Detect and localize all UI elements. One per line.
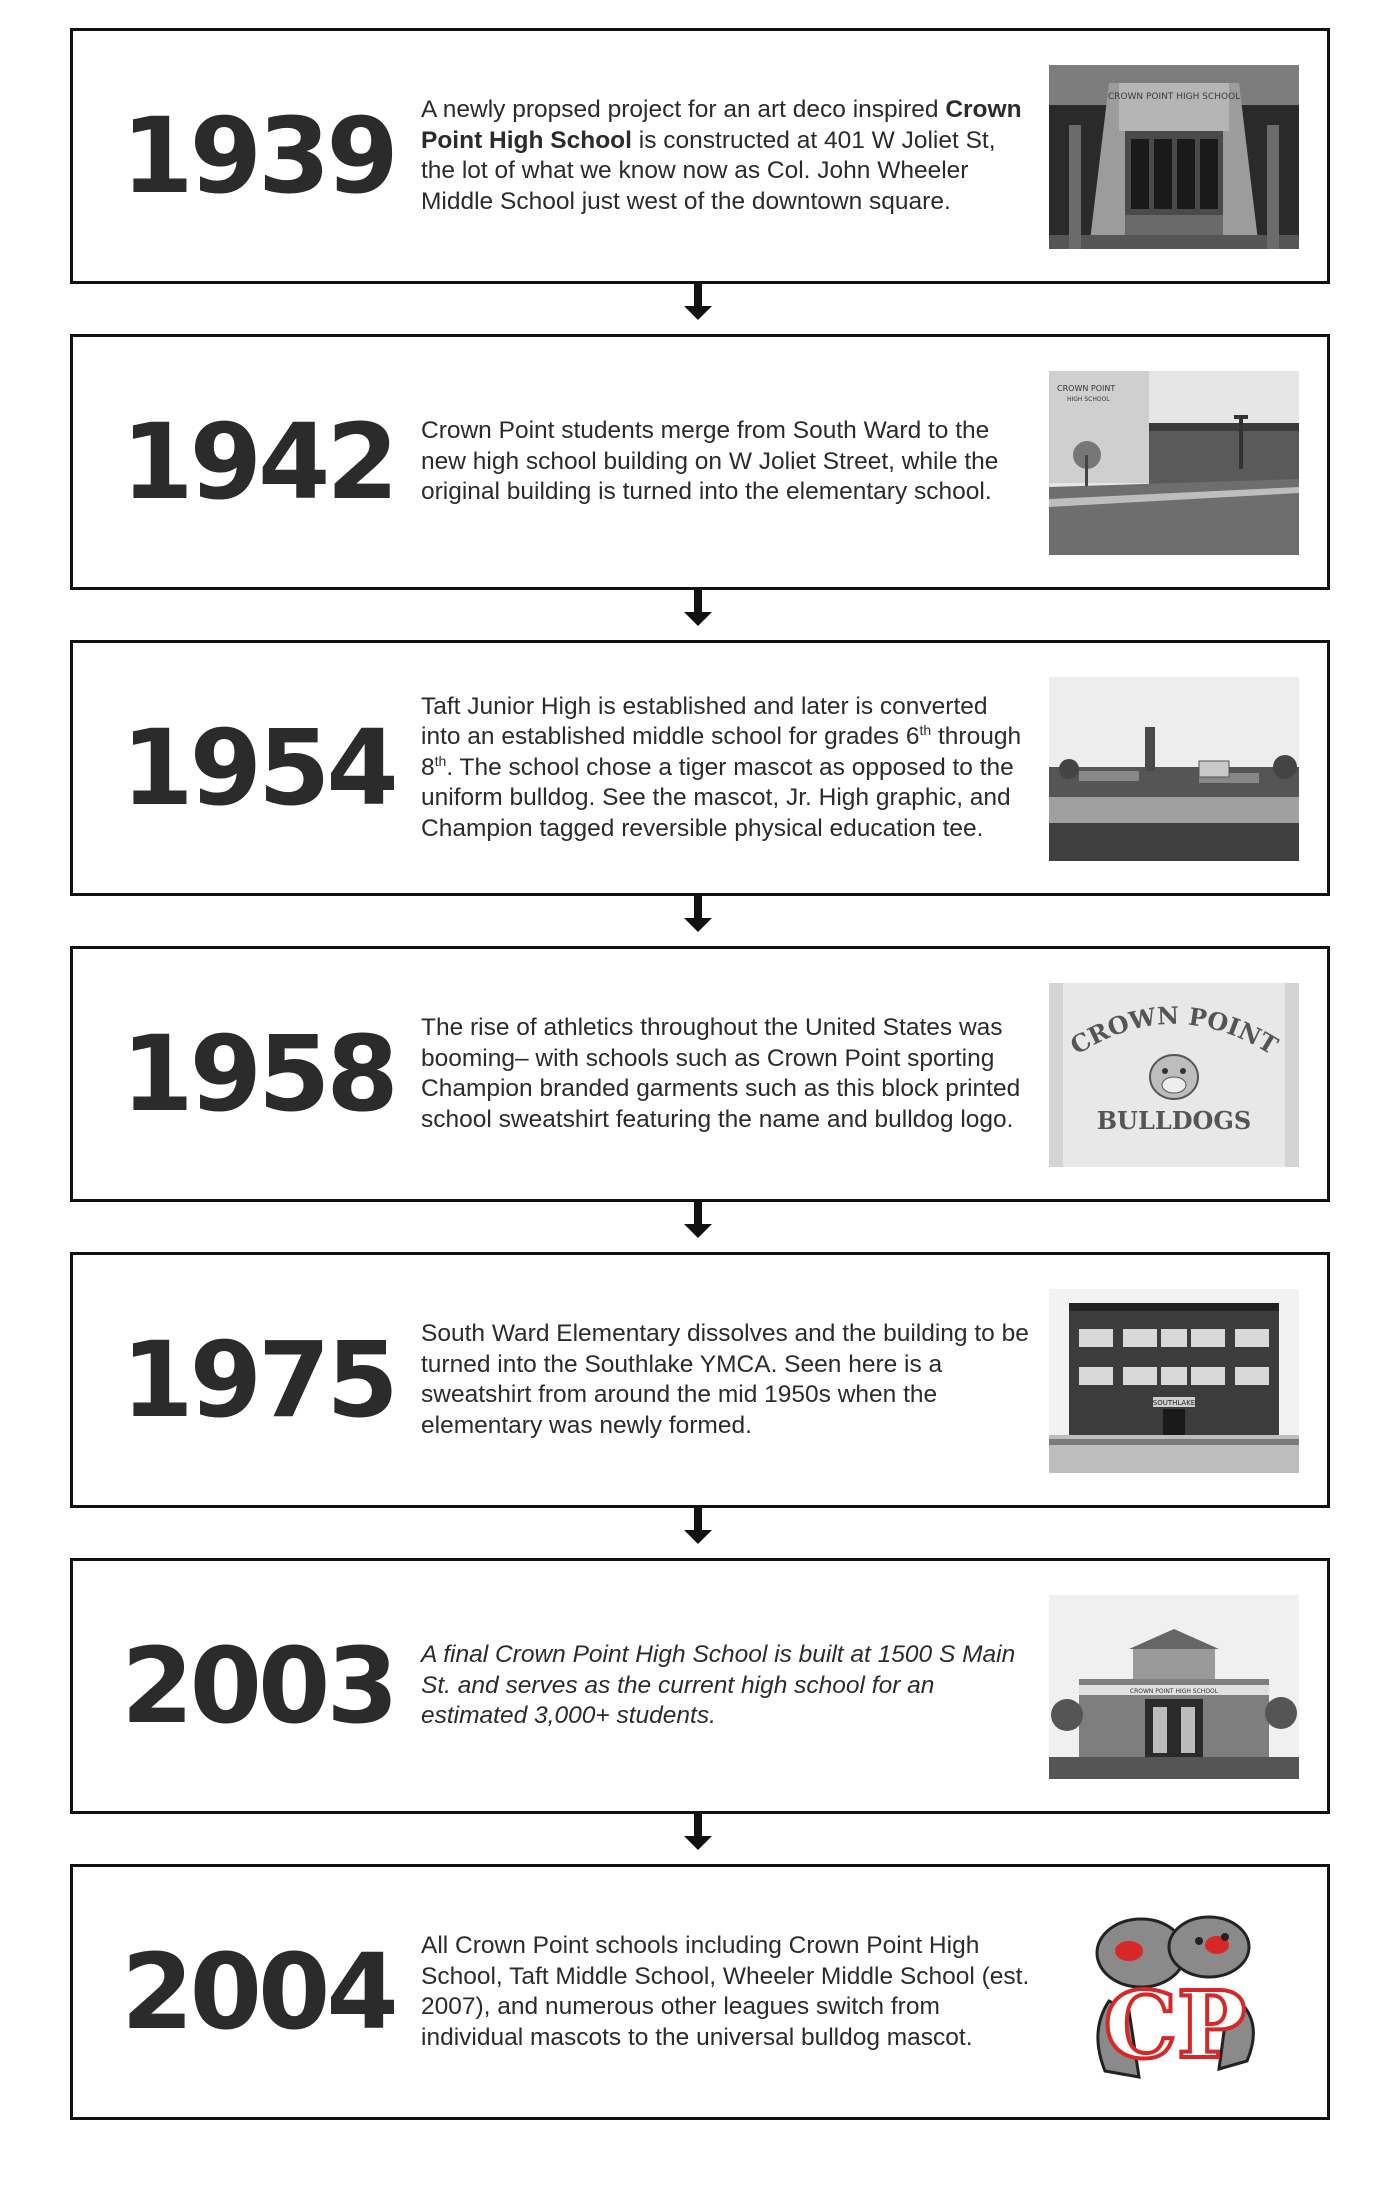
arrow-down-connector <box>70 284 1330 334</box>
description-bold-text: Crown Point High School <box>421 96 1022 154</box>
timeline-entry-1939 <box>70 28 1330 284</box>
entry-description <box>421 1255 1031 1505</box>
arrow-down-connector <box>70 1814 1330 1864</box>
year-label: 1939 <box>121 95 395 217</box>
arrow-down-connector <box>70 590 1330 640</box>
description-text: Taft Junior High is established and later is converted into an established middle school for grades 6 <box>421 692 988 751</box>
description-text: All Crown Point schools including Crown Point High School, Taft Middle School, Wheeler Middle School (est. 2007), and numerous other leagues switch from individual mascots to the universal bulldog mascot. <box>421 1932 1030 2051</box>
year-label: 1942 <box>121 401 395 523</box>
photo-inscription: SOUTHLAKE <box>1152 1399 1196 1407</box>
photo-inscription: CROWN POINT <box>1057 384 1116 393</box>
description-text: is constructed at 401 W Joliet St, the lot of what we know now as Col. John Wheeler Middle School just west of the downtown square. <box>421 126 996 215</box>
timeline-entry-1954 <box>70 640 1330 896</box>
superscript: th <box>434 752 447 769</box>
sweatshirt-arc-text: CROWN POINT <box>1065 1000 1283 1061</box>
bulldog-sweatshirt-photo <box>1049 983 1299 1167</box>
photo-inscription: CROWN POINT HIGH SCHOOL <box>1129 1688 1219 1695</box>
brick-schoolhouse-photo <box>1049 1289 1299 1473</box>
photo-inscription: CROWN POINT HIGH SCHOOL <box>1107 92 1241 102</box>
description-text: The rise of athletics throughout the United States was booming– with schools such as Crown Point sporting Champion branded garments such as this block printed school sweatshirt featuring the name and bulldog logo. <box>421 1014 1021 1133</box>
modern-school-building-photo <box>1049 371 1299 555</box>
description-text: . The school chose a tiger mascot as opposed to the uniform bulldog. See the mascot, Jr. High graphic, and Champion tagged reversible physical education tee. <box>421 753 1014 842</box>
year-label: 1958 <box>121 1013 395 1135</box>
year-label: 1975 <box>121 1319 395 1441</box>
arrow-down-connector <box>70 896 1330 946</box>
entry-description <box>421 1867 1031 2117</box>
sweatshirt-text: BULLDOGS <box>1096 1106 1252 1135</box>
mascot-logo-letters: CP <box>1103 1971 1247 2079</box>
year-label: 1954 <box>121 707 395 829</box>
year-label: 2003 <box>121 1625 395 1747</box>
timeline <box>70 28 1330 2120</box>
year-label: 2004 <box>121 1931 395 2053</box>
description-text: South Ward Elementary dissolves and the building to be turned into the Southlake YMCA. Seen here is a sweatshirt from around the mid 1950s when the elementary was newly formed. <box>421 1320 1029 1439</box>
arrow-down-connector <box>70 1508 1330 1558</box>
entry-description <box>421 31 1031 281</box>
description-text: A newly propsed project for an art deco inspired <box>421 96 946 123</box>
svg-text:HIGH SCHOOL: HIGH SCHOOL <box>1067 396 1110 403</box>
bulldog-cp-mascot-logo <box>1049 1901 1299 2085</box>
entry-description <box>421 643 1031 893</box>
entry-description <box>421 337 1031 587</box>
description-text: through 8 <box>421 723 1022 781</box>
description-text: Crown Point students merge from South Ward to the new high school building on W Joliet Street, while the original building is turned into the elementary school. <box>421 417 999 506</box>
timeline-entry-1942 <box>70 334 1330 590</box>
entry-description <box>421 949 1031 1199</box>
timeline-entry-1975 <box>70 1252 1330 1508</box>
entry-description <box>421 1561 1031 1811</box>
superscript: th <box>919 722 932 739</box>
timeline-entry-1958 <box>70 946 1330 1202</box>
art-deco-school-facade-photo <box>1049 65 1299 249</box>
timeline-entry-2004 <box>70 1864 1330 2120</box>
low-school-building-photo <box>1049 677 1299 861</box>
timeline-entry-2003 <box>70 1558 1330 1814</box>
new-high-school-entrance-photo <box>1049 1595 1299 1779</box>
description-text: A final Crown Point High School is built at 1500 S Main St. and serves as the current high school for an estimated 3,000+ students. <box>421 1641 1016 1730</box>
arrow-down-connector <box>70 1202 1330 1252</box>
